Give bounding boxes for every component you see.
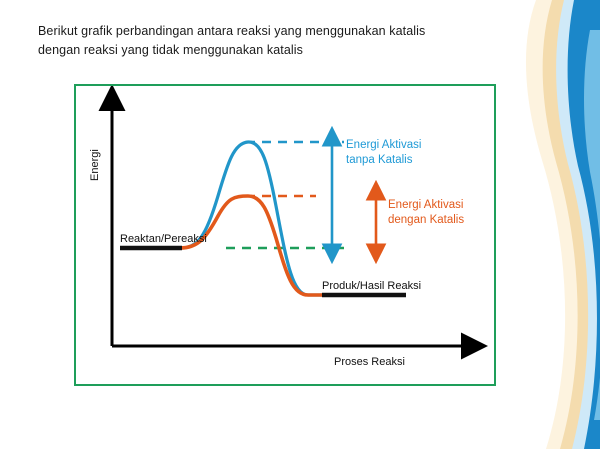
title-line-2: dengan reaksi yang tidak menggunakan katalis — [38, 43, 303, 58]
annotation-with-catalyst-line1: Energi Aktivasi — [388, 199, 464, 211]
annotation-no-catalyst-line2: tanpa Katalis — [346, 154, 413, 166]
series-with-catalyst — [180, 196, 326, 295]
x-axis-label: Proses Reaksi — [334, 356, 405, 368]
y-axis-label: Energi — [89, 149, 101, 181]
produk-label: Produk/Hasil Reaksi — [322, 280, 422, 292]
chart-container — [74, 84, 496, 386]
reaktan-label: Reaktan/Pereaksi — [120, 233, 207, 245]
page-title — [38, 22, 488, 61]
annotation-with-catalyst-line2: dengan Katalis — [388, 214, 465, 226]
annotation-no-catalyst-line1: Energi Aktivasi — [346, 139, 422, 151]
series-no-catalyst — [180, 142, 326, 295]
title-line-1: Berikut grafik perbandingan antara reaksi yang menggunakan katalis — [38, 24, 426, 38]
